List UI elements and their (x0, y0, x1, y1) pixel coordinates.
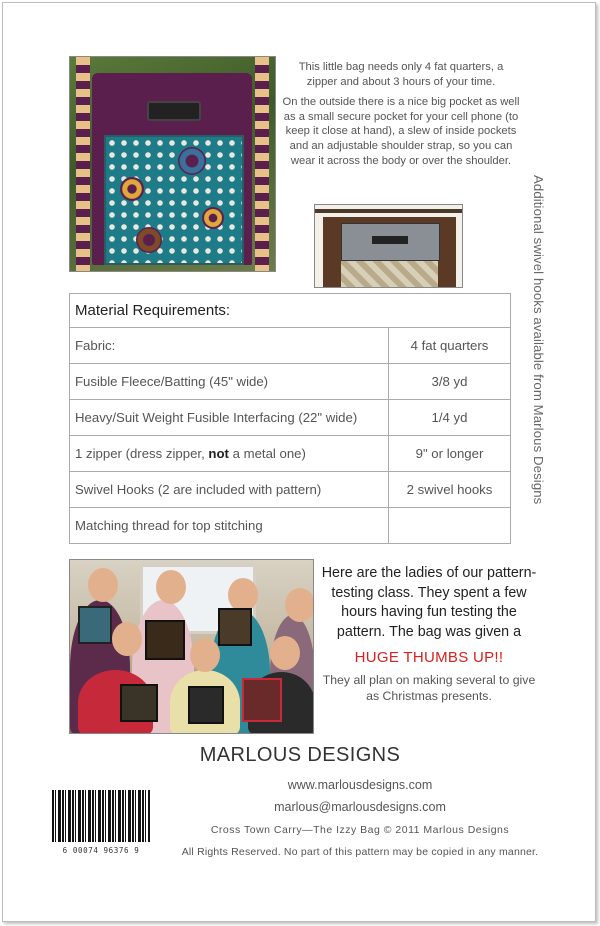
material-qty: 1/4 yd (389, 400, 511, 436)
bag-front-pocket (104, 135, 244, 265)
class-description: Here are the ladies of our pattern-testing class. They spent a few hours having fun testing the pattern. The bag was given a (321, 565, 537, 640)
bag-body (323, 217, 456, 288)
copyright-notice: Cross Town Carry—The Izzy Bag © 2011 Marlous Designs (210, 824, 510, 836)
material-item: Fabric: (70, 328, 389, 364)
table-row (70, 364, 511, 400)
bag-bottom-fabric (341, 261, 438, 288)
material-qty: 2 swivel hooks (389, 472, 511, 508)
person-head (156, 570, 186, 604)
testing-class-photo (69, 559, 314, 734)
bag-alt-photo (314, 204, 463, 288)
bag-strap (315, 209, 463, 213)
barcode (52, 790, 150, 842)
material-item-emphasis: not (208, 446, 229, 461)
bag-body (92, 73, 252, 265)
testing-class-text (320, 564, 538, 704)
held-bag (188, 686, 224, 724)
brand-name: MARLOUS DESIGNS (199, 744, 401, 766)
material-qty: 3/8 yd (389, 364, 511, 400)
held-bag (218, 608, 252, 646)
material-qty (389, 508, 511, 544)
table-header-row (70, 294, 511, 328)
class-plan-text: They all plan on making several to give as Christmas presents. (322, 672, 536, 703)
table-row (70, 400, 511, 436)
material-requirements-table (69, 293, 511, 544)
material-item: Swivel Hooks (2 are included with pattern) (70, 472, 389, 508)
intro-paragraph-1: This little bag needs only 4 fat quarters, a zipper and about 3 hours of your time. (298, 61, 504, 88)
rights-notice: All Rights Reserved. No part of this pattern may be copied in any manner. (181, 846, 539, 858)
table-row (70, 508, 511, 544)
bag-panel (341, 223, 440, 261)
held-bag (242, 678, 282, 722)
material-item: Matching thread for top stitching (70, 508, 389, 544)
person-head (190, 638, 220, 672)
bag-front-photo (69, 56, 276, 272)
intro-paragraph-2: On the outside there is a nice big pocket as well as a small secure pocket for your cell phone (to keep it close at hand), a slew of inside pockets and an adjustable shoulder strap, so you can wear it across the body or over the shoulder. (282, 96, 520, 167)
intro-text (282, 60, 520, 174)
material-qty: 4 fat quarters (389, 328, 511, 364)
person-head (228, 578, 258, 612)
table-heading: Material Requirements: (70, 294, 511, 328)
material-item: Heavy/Suit Weight Fusible Interfacing (22" wide) (70, 400, 389, 436)
side-note-text: Additional swivel hooks available from Marlous Designs (531, 175, 546, 505)
strap-right (255, 57, 269, 272)
material-qty: 9" or longer (389, 436, 511, 472)
person-head (112, 622, 142, 656)
email-link[interactable]: marlous@marlousdesigns.com (274, 800, 446, 814)
flower-motif (120, 177, 144, 201)
table-row (70, 472, 511, 508)
material-item-part: 1 zipper (dress zipper, (75, 446, 209, 461)
person-head (285, 588, 314, 622)
flower-motif (178, 147, 206, 175)
thumbs-up-text: HUGE THUMBS UP!! (354, 649, 504, 666)
table-row (70, 436, 511, 472)
flower-motif (136, 227, 162, 253)
material-item (70, 436, 389, 472)
held-bag (145, 620, 185, 660)
held-bag (120, 684, 158, 722)
bag-zipper-pocket (147, 101, 201, 121)
material-item: Fusible Fleece/Batting (45" wide) (70, 364, 389, 400)
held-bag (78, 606, 112, 644)
barcode-number: 6 00074 96376 9 (62, 846, 140, 855)
website-link[interactable]: www.marlousdesigns.com (287, 778, 433, 792)
bag-zipper-pocket (372, 236, 408, 244)
material-item-part: a metal one) (228, 446, 306, 461)
person-head (88, 568, 118, 602)
strap-left (76, 57, 90, 272)
person-head (270, 636, 300, 670)
flower-motif (202, 207, 224, 229)
table-row (70, 328, 511, 364)
side-note (530, 175, 546, 547)
